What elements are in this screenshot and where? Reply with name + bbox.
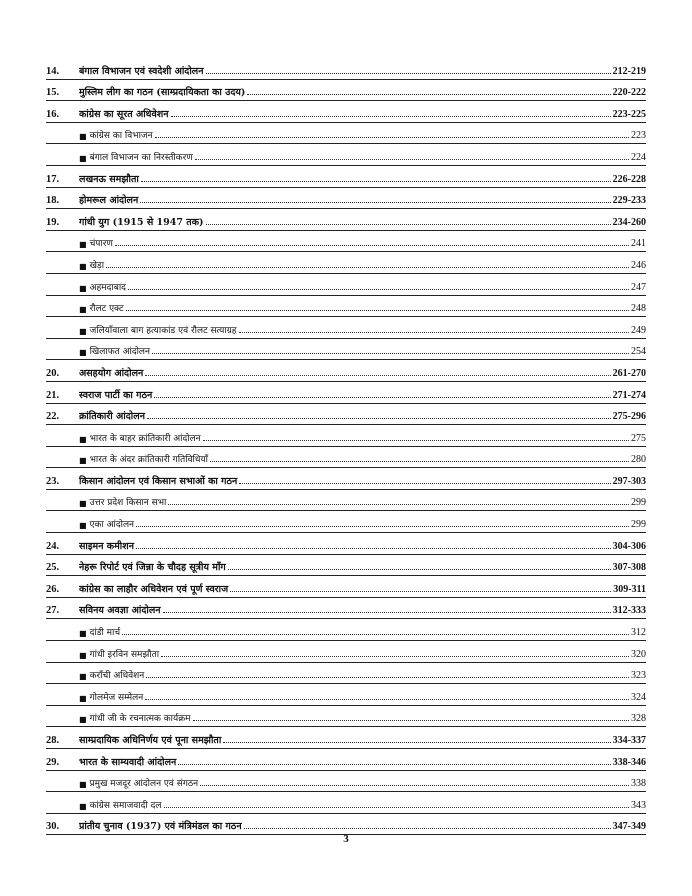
square-bullet-icon: ■ [79,801,87,811]
entry-title: क्रांतिकारी आंदोलन [79,411,145,423]
toc-chapter-row [46,209,646,231]
entry-title-wrap [79,280,631,293]
entry-title: जलियाँवाला बाग हत्याकांड एवं रौलट सत्याग्रह [89,325,237,336]
toc-subtopic-row [46,252,646,274]
page-range: 299 [631,497,646,509]
entry-title: साम्प्रदायिक अधिनिर्णय एवं पूना समझौता [79,735,222,746]
dot-leader [163,612,611,613]
chapter-number: 16. [46,108,60,120]
dot-leader [161,656,629,657]
entry-title-wrap [79,128,631,141]
page-range: 338 [631,778,646,790]
entry-title-wrap [79,366,613,379]
entry-title: मुस्लिम लीग का गठन (साम्प्रदायिकता का उदय) [79,87,246,99]
entry-title: नेहरू रिपोर्ट एवं जिन्ना के चौदह सूत्रीय माँग [79,562,226,574]
entry-title-wrap [79,690,631,703]
page-range: 254 [631,346,646,358]
toc-chapter-row [46,404,646,426]
chapter-number: 17. [46,173,60,185]
square-bullet-icon: ■ [79,326,87,336]
chapter-number: 30. [46,821,60,833]
entry-title: बंगाल विभाजन का निरस्तीकरण [89,152,193,163]
entry-title-wrap [79,323,631,336]
dot-leader [230,591,611,592]
square-bullet-icon: ■ [79,153,87,163]
page-range: 224 [631,151,646,163]
square-bullet-icon: ■ [79,261,87,271]
entry-title: प्रमुख मजदूर आंदोलन एवं संगठन [89,779,199,790]
toc-chapter-row [46,576,646,598]
dot-leader [210,461,629,462]
dot-leader [145,699,629,700]
dot-leader [164,807,630,808]
entry-title-wrap [79,452,631,465]
dot-leader [239,332,629,333]
entry-title-wrap [79,711,631,724]
entry-title: कांग्रेस का लाहौर अधिवेशन एवं पूर्ण स्वराज [79,583,229,595]
page-number: 3 [343,833,349,845]
square-bullet-icon: ■ [79,305,87,315]
entry-title-wrap [79,755,613,768]
toc-chapter-row [46,555,646,577]
toc-subtopic-row [46,123,646,145]
entry-title: एका आंदोलन [89,520,135,531]
entry-title: खेड़ा [89,260,105,271]
entry-title: कांग्रेस समाजवादी दल [89,800,162,811]
entry-title-wrap [79,517,631,530]
entry-title: कराँची अधिवेशन [89,671,145,682]
dot-leader [145,375,610,376]
dot-leader [203,440,629,441]
square-bullet-icon: ■ [79,348,87,358]
dot-leader [228,569,611,570]
entry-title-wrap [79,625,631,638]
toc-chapter-row [46,80,646,102]
dot-leader [115,245,629,246]
toc-chapter-row [46,533,646,555]
entry-title-wrap [79,344,631,357]
entry-title-wrap [79,258,631,271]
toc-chapter-row [46,598,646,620]
entry-title: कांग्रेस का सूरत अधिवेशन [79,108,169,120]
page-range: 234-260 [612,216,646,228]
entry-title-wrap [79,495,631,508]
page-range: 309-311 [613,583,646,595]
dot-leader [168,504,629,505]
dot-leader [140,202,610,203]
chapter-number: 23. [46,475,60,487]
dot-leader [106,267,629,268]
toc-subtopic-row [46,317,646,339]
page-range: 307-308 [612,562,646,574]
entry-title: भारत के अंदर क्रांतिकारी गतिविधियाँ [89,455,208,466]
toc-subtopic-row [46,274,646,296]
entry-title-wrap [79,409,613,422]
page-range: 212-219 [612,65,646,77]
page-range: 312-333 [612,605,646,617]
entry-title-wrap [79,150,631,163]
page-range: 271-274 [612,389,646,401]
square-bullet-icon: ■ [79,456,87,466]
square-bullet-icon: ■ [79,283,87,293]
square-bullet-icon: ■ [79,629,87,639]
entry-title: स्वराज पार्टी का गठन [79,389,153,401]
entry-title-wrap [79,64,613,77]
entry-title: लखनऊ समझौता [79,173,139,185]
page-range: 247 [631,281,646,293]
entry-title-wrap [79,236,631,249]
page-range: 304-306 [612,540,646,552]
page-range: 312 [631,627,646,639]
dot-leader [223,742,610,743]
page-range: 241 [631,238,646,250]
entry-title-wrap [79,582,613,595]
page-range: 249 [631,324,646,336]
entry-title: गांधी जी के रचनात्मक कार्यक्रम [89,714,191,725]
chapter-number: 26. [46,583,60,595]
square-bullet-icon: ■ [79,672,87,682]
entry-title: कांग्रेस का विभाजन [89,131,153,142]
square-bullet-icon: ■ [79,780,87,790]
entry-title-wrap [79,733,613,746]
page-range: 338-346 [612,756,646,768]
dot-leader [155,137,629,138]
chapter-number: 25. [46,562,60,574]
page-range: 229-233 [612,195,646,207]
entry-title-wrap [79,798,631,811]
toc-subtopic-row [46,641,646,663]
entry-title-wrap [79,107,613,120]
page-range: 275-296 [612,411,646,423]
entry-title-wrap [79,539,613,552]
dot-leader [193,720,630,721]
dot-leader [122,634,629,635]
page-range: 226-228 [612,173,646,185]
toc-subtopic-row [46,339,646,361]
page-range: 324 [631,691,646,703]
entry-title: उत्तर प्रदेश किसान सभा [89,498,167,509]
square-bullet-icon: ■ [79,650,87,660]
toc-chapter-row [46,101,646,123]
toc-subtopic-row [46,447,646,469]
chapter-number: 15. [46,87,60,99]
page-range: 347-349 [612,821,646,833]
entry-title: अहमदाबाद [89,282,126,293]
chapter-number: 18. [46,195,60,207]
dot-leader [146,677,629,678]
toc-subtopic-row [46,619,646,641]
dot-leader [244,828,611,829]
dot-leader [171,116,611,117]
page-range: 343 [631,799,646,811]
square-bullet-icon: ■ [79,521,87,531]
page-range: 223 [631,130,646,142]
entry-title: बंगाल विभाजन एवं स्वदेशी आंदोलन [79,65,204,77]
dot-leader [200,785,629,786]
entry-title: किसान आंदोलन एवं किसान सभाओं का गठन [79,475,238,487]
entry-title: खिलाफत आंदोलन [89,347,151,358]
toc-chapter-row [46,749,646,771]
toc-subtopic-row [46,706,646,728]
toc-subtopic-row [46,144,646,166]
toc-chapter-row [46,58,646,80]
entry-title: होमरूल आंदोलन [79,195,139,207]
square-bullet-icon: ■ [79,715,87,725]
toc-subtopic-row [46,425,646,447]
chapter-number: 14. [46,65,60,77]
page-range: 328 [631,713,646,725]
dot-leader [152,353,629,354]
square-bullet-icon: ■ [79,434,87,444]
toc-subtopic-row [46,231,646,253]
dot-leader [141,181,611,182]
dot-leader [195,159,629,160]
page-range: 299 [631,519,646,531]
entry-title-wrap [79,431,631,444]
entry-title-wrap [79,85,613,98]
entry-title-wrap [79,560,613,573]
entry-title-wrap [79,819,613,832]
chapter-number: 24. [46,540,60,552]
toc-subtopic-row [46,296,646,318]
chapter-number: 22. [46,411,60,423]
entry-title-wrap [79,193,613,206]
dot-leader [178,764,610,765]
chapter-number: 19. [46,216,60,228]
dot-leader [128,289,629,290]
entry-title: गोलमेज सम्मेलन [89,692,144,703]
chapter-number: 20. [46,367,60,379]
toc-subtopic-row [46,490,646,512]
entry-title: गांधी युग (1915 से 1947 तक) [79,216,204,228]
dot-leader [206,224,611,225]
entry-title: भारत के बाहर क्रांतिकारी आंदोलन [89,433,201,444]
page-range: 248 [631,303,646,315]
toc-subtopic-row [46,684,646,706]
toc-chapter-row [46,727,646,749]
entry-title-wrap [79,388,613,401]
toc-chapter-row [46,382,646,404]
entry-title: असहयोग आंदोलन [79,367,144,379]
entry-title-wrap [79,172,613,185]
entry-title-wrap [79,668,631,681]
chapter-number: 21. [46,389,60,401]
page-range: 280 [631,454,646,466]
dot-leader [247,94,610,95]
entry-title-wrap [79,301,631,314]
entry-title-wrap [79,215,613,228]
square-bullet-icon: ■ [79,240,87,250]
entry-title: चंपारण [89,239,113,250]
chapter-number: 28. [46,735,60,746]
page-range: 275 [631,432,646,444]
dot-leader [136,548,611,549]
entry-title: दांडी मार्च [89,628,121,639]
entry-title: भारत के साम्यवादी आंदोलन [79,756,177,768]
dot-leader [147,418,611,419]
page-range: 323 [631,670,646,682]
page-range: 220-222 [612,87,646,99]
dot-leader [239,483,610,484]
toc-chapter-row [46,166,646,188]
entry-title-wrap [79,776,631,789]
chapter-number: 29. [46,756,60,768]
toc-subtopic-row [46,771,646,793]
dot-leader [154,397,610,398]
square-bullet-icon: ■ [79,693,87,703]
entry-title-wrap [79,603,613,616]
entry-title: गांधी इरविन समझौता [89,649,160,660]
toc-chapter-row [46,468,646,490]
entry-title: प्रांतीय चुनाव (1937) एवं मंत्रिमंडल का गठन [79,821,242,833]
entry-title-wrap [79,647,631,660]
square-bullet-icon: ■ [79,132,87,142]
dot-leader [136,526,629,527]
entry-title: रौलट एक्ट [89,304,124,315]
dot-leader [126,310,630,311]
page-range: 334-337 [612,735,646,746]
entry-title: सविनय अवज्ञा आंदोलन [79,605,161,617]
table-of-contents [46,58,646,835]
toc-subtopic-row [46,663,646,685]
toc-subtopic-row [46,792,646,814]
dot-leader [206,73,611,74]
page-range: 246 [631,259,646,271]
toc-chapter-row [46,188,646,210]
page-range: 261-270 [612,367,646,379]
entry-title-wrap [79,474,613,487]
page-range: 223-225 [612,108,646,120]
toc-chapter-row [46,360,646,382]
toc-subtopic-row [46,511,646,533]
entry-title: साइमन कमीशन [79,540,134,552]
page-range: 320 [631,648,646,660]
page-range: 297-303 [612,475,646,487]
square-bullet-icon: ■ [79,499,87,509]
chapter-number: 27. [46,605,60,617]
